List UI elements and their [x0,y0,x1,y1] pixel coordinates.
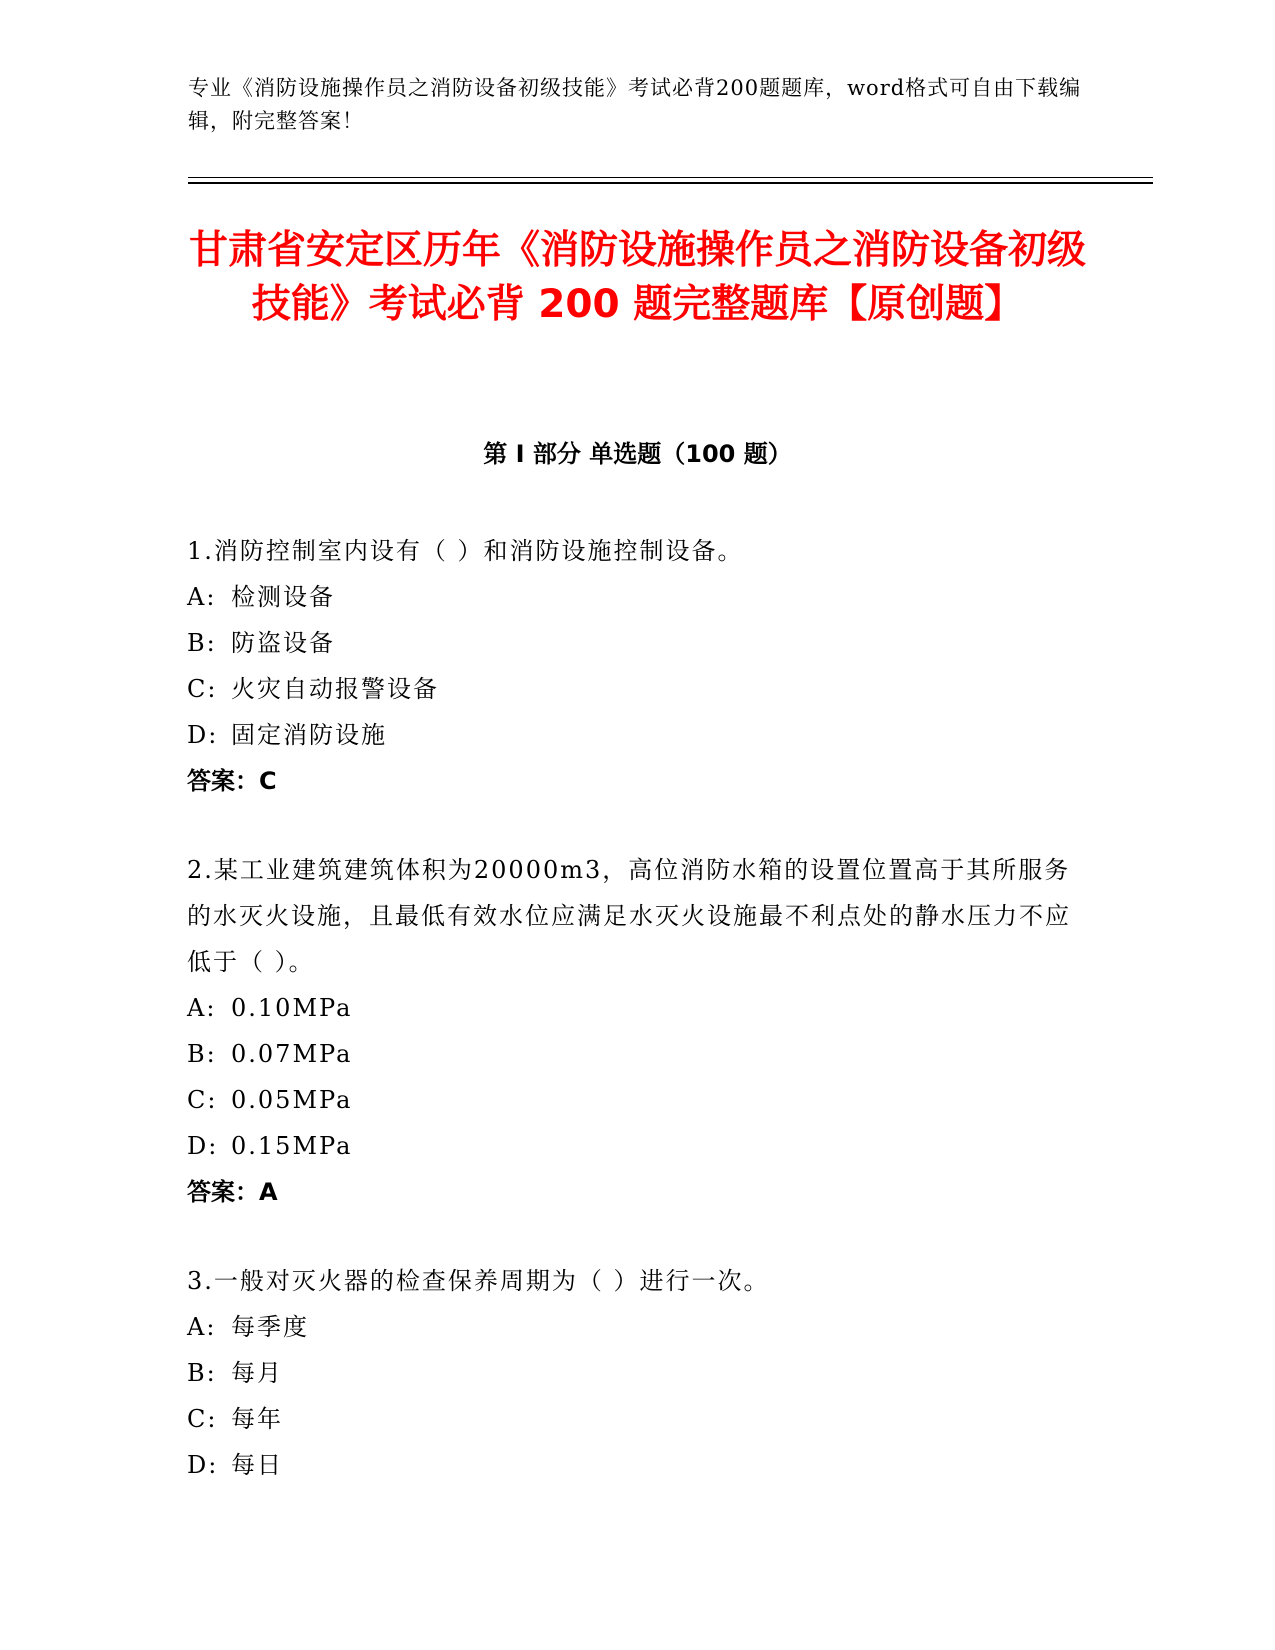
question-2 [187,847,1087,1215]
question-stem: 1.消防控制室内设有（ ）和消防设施控制设备。 [187,537,744,565]
option-text: 0.15MPa [231,1132,353,1160]
option-letter: C: [187,1086,218,1114]
option-a [187,985,1087,1031]
answer-line: 答案：A [187,1178,278,1206]
option-a [187,1304,1087,1350]
option-text: 0.05MPa [231,1086,353,1114]
option-b [187,1031,1087,1077]
option-letter: B: [187,1359,217,1387]
option-text: 每年 [231,1405,283,1433]
option-text: 每季度 [231,1313,309,1341]
option-letter: A: [187,583,217,611]
option-a [187,574,1087,620]
option-text: 火灾自动报警设备 [231,675,439,703]
document-title: 甘肃省安定区历年《消防设施操作员之消防设备初级技能》考试必背 200 题完整题库【原创题】 [188,228,1086,327]
option-c [187,1077,1087,1123]
option-letter: D: [187,1451,219,1479]
option-text: 固定消防设施 [231,721,387,749]
option-letter: D: [187,721,219,749]
header-note: 专业《消防设施操作员之消防设备初级技能》考试必背200题题库，word格式可自由下载编辑，附完整答案！ [188,76,1082,133]
option-letter: B: [187,629,217,657]
option-d [187,1123,1087,1169]
option-b [187,620,1087,666]
option-letter: D: [187,1132,219,1160]
option-d [187,1442,1087,1488]
question-stem: 2.某工业建筑建筑体积为20000m3，高位消防水箱的设置位置高于其所服务的水灭火设施，且最低有效水位应满足水灭火设施最不利点处的静水压力不应低于（ ）。 [187,856,1071,976]
option-text: 每月 [231,1359,283,1387]
option-c [187,666,1087,712]
option-text: 每日 [231,1451,283,1479]
header-divider-thick [188,182,1153,184]
option-text: 0.07MPa [231,1040,353,1068]
question-3 [187,1258,1087,1488]
option-letter: B: [187,1040,217,1068]
header-divider-thin [188,177,1153,178]
option-text: 防盗设备 [231,629,335,657]
answer-line: 答案：C [187,767,277,795]
question-list [187,528,1087,1531]
option-c [187,1396,1087,1442]
option-letter: A: [187,994,217,1022]
option-d [187,712,1087,758]
option-letter: C: [187,675,218,703]
question-stem: 3.一般对灭火器的检查保养周期为（ ）进行一次。 [187,1267,770,1295]
option-text: 检测设备 [231,583,335,611]
section-heading: 第 I 部分 单选题（100 题） [483,440,792,468]
option-text: 0.10MPa [231,994,353,1022]
option-b [187,1350,1087,1396]
question-1 [187,528,1087,804]
option-letter: A: [187,1313,217,1341]
option-letter: C: [187,1405,218,1433]
